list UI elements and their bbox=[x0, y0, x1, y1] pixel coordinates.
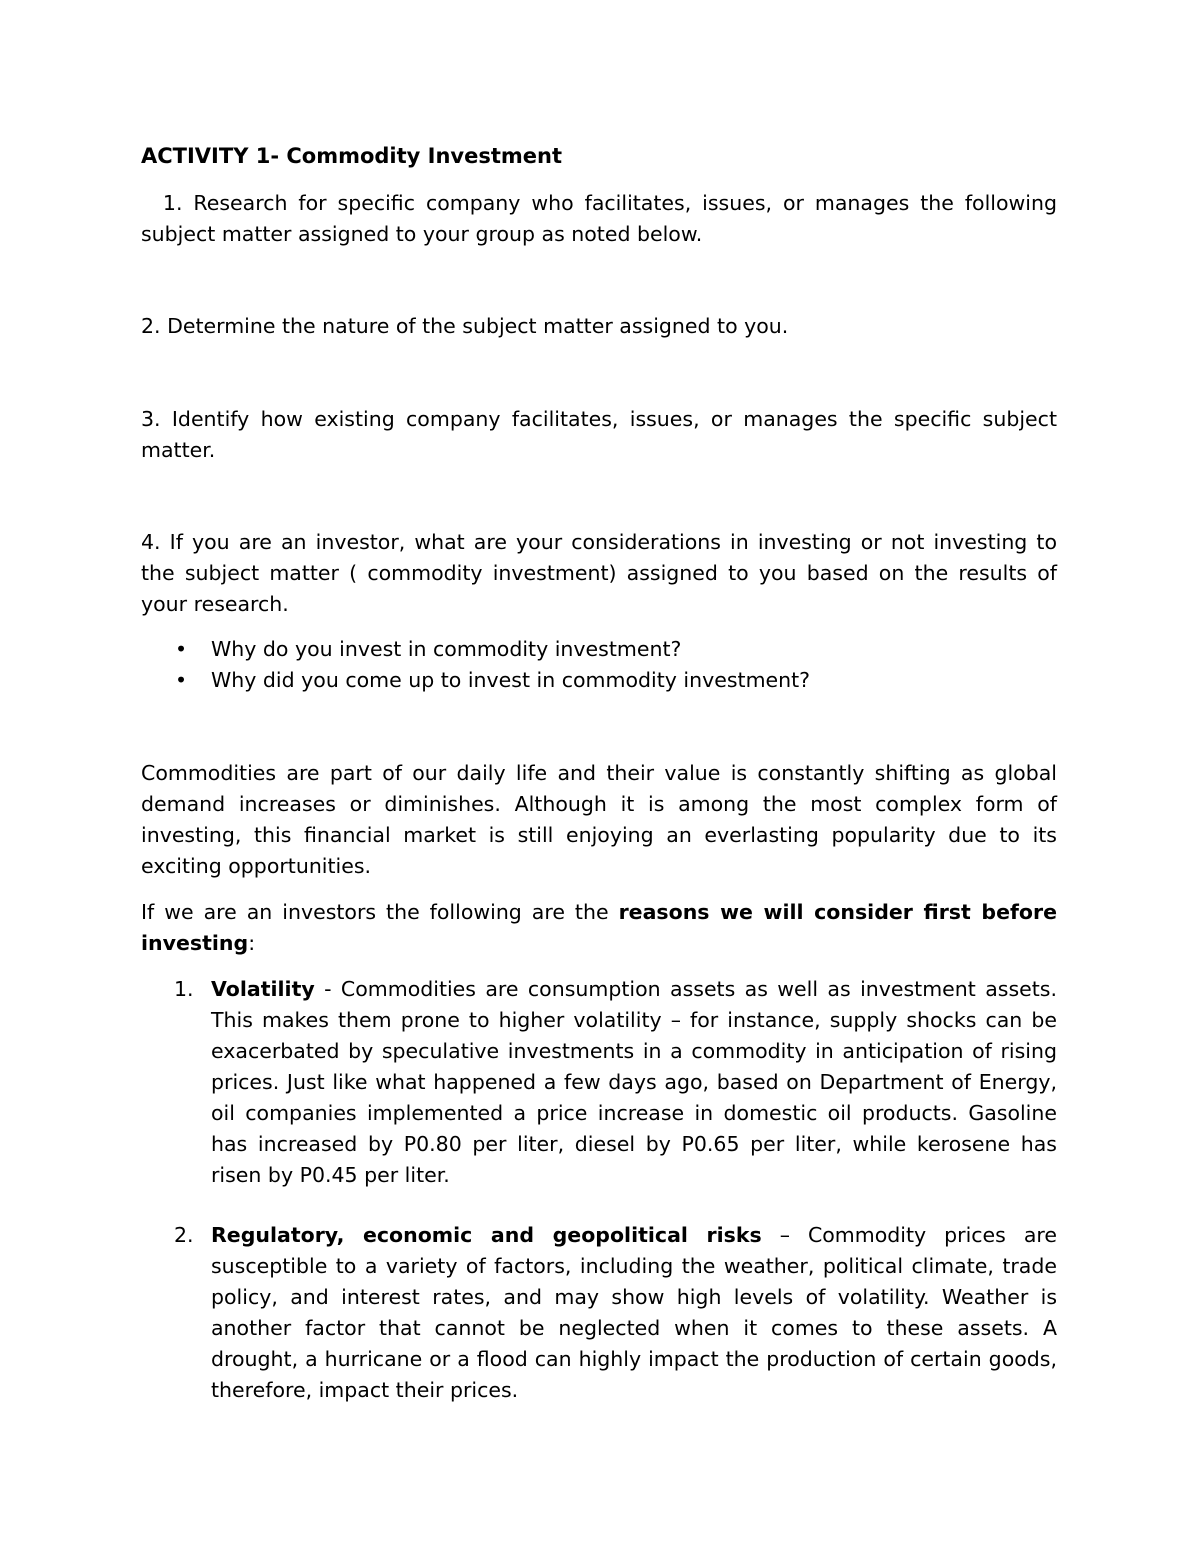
intro-paragraph: Commodities are part of our daily life and their value is constantly shifting as global demand increases or diminishes. Although it is among the most complex form of investing, this financial market is still enjoying an everlasting popularity due to its exciting opportunities. bbox=[141, 761, 1057, 878]
instruction-number: 2. bbox=[141, 314, 161, 338]
reason-item-volatility bbox=[175, 974, 1057, 1191]
reason-number: 1. bbox=[174, 977, 194, 1001]
instruction-text: If you are an investor, what are your considerations in investing or not investing to the subject matter ( commodity investment) assigned to you based on the results of your research. bbox=[141, 530, 1057, 616]
reason-body bbox=[211, 974, 1057, 1191]
list-item bbox=[141, 665, 1057, 696]
instruction-3 bbox=[141, 404, 1057, 466]
instruction-number: 1. bbox=[162, 191, 183, 215]
instruction-number: 4. bbox=[141, 530, 161, 554]
instruction-text: Determine the nature of the subject matter assigned to you. bbox=[167, 314, 789, 338]
instruction-1 bbox=[141, 188, 1057, 250]
reason-number: 2. bbox=[174, 1223, 194, 1247]
reasons-intro bbox=[141, 897, 1057, 959]
instruction-2 bbox=[141, 311, 1057, 342]
question-list bbox=[141, 634, 1057, 696]
question-text: Why do you invest in commodity investment? bbox=[211, 637, 682, 661]
list-item bbox=[141, 634, 1057, 665]
reasons-intro-prefix: If we are an investors the following are the bbox=[141, 900, 619, 924]
reasons-intro-bold: reasons we will consider first before investing bbox=[141, 900, 1057, 955]
reason-body bbox=[211, 1220, 1057, 1406]
reason-separator: – bbox=[761, 1223, 808, 1247]
reasons-intro-suffix: : bbox=[248, 931, 256, 955]
reason-text: Commodities are consumption assets as well as investment assets. This makes them prone to higher volatility – for instance, supply shocks can be exacerbated by speculative investments in a commodity in anticipation of rising prices. Just like what happened a few days ago, based on Department of Energy, oil companies implemented a price increase in domestic oil products. Gasoline has increased by P0.80 per liter, diesel by P0.65 per liter, while kerosene has risen by P0.45 per liter. bbox=[211, 977, 1057, 1187]
instruction-number: 3. bbox=[141, 407, 161, 431]
instruction-text: Identify how existing company facilitates, issues, or manages the specific subject matter. bbox=[141, 407, 1057, 462]
bullet-icon: • bbox=[175, 637, 188, 661]
question-text: Why did you come up to invest in commodity investment? bbox=[211, 668, 811, 692]
reason-separator: - bbox=[314, 977, 341, 1001]
reason-text: Commodity prices are susceptible to a variety of factors, including the weather, political climate, trade policy, and interest rates, and may show high levels of volatility. Weather is another factor that cannot be neglected when it comes to these assets. A drought, a hurricane or a flood can highly impact the production of certain goods, therefore, impact their prices. bbox=[211, 1223, 1057, 1402]
activity-title: ACTIVITY 1- Commodity Investment bbox=[141, 144, 562, 168]
reason-item-regulatory-risks bbox=[175, 1220, 1057, 1406]
bullet-icon: • bbox=[175, 668, 188, 692]
reason-heading: Volatility bbox=[211, 977, 315, 1001]
instruction-4 bbox=[141, 527, 1057, 620]
instruction-text: Research for specific company who facilitates, issues, or manages the following subject matter assigned to your group as noted below. bbox=[141, 191, 1057, 246]
reason-heading: Regulatory, economic and geopolitical risks bbox=[211, 1223, 762, 1247]
